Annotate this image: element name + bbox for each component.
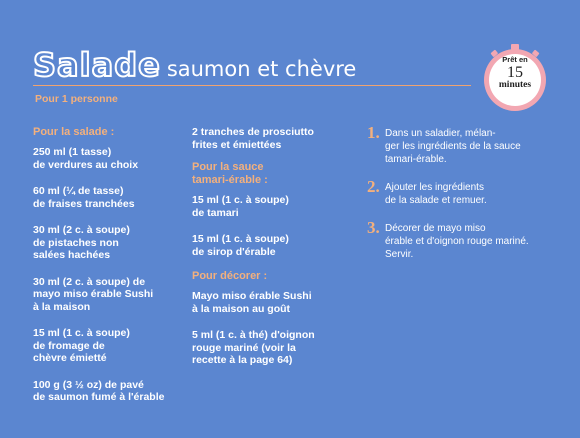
sauce-ingredient: 15 ml (1 c. à soupe) de tamari — [192, 194, 289, 219]
timer-badge — [479, 42, 551, 114]
timer-number: 15 — [507, 63, 523, 81]
recipe-title — [33, 46, 357, 84]
salad-heading: Pour la salade : — [33, 126, 115, 138]
recipe-steps — [367, 123, 547, 275]
recipe-step — [367, 218, 547, 261]
salad-ingredients — [33, 126, 193, 418]
sauce-ingredient: 15 ml (1 c. à soupe) de sirop d'érable — [192, 233, 289, 258]
salad-ingredient: 100 g (3 ½ oz) de pavé de saumon fumé à l'érable — [33, 378, 165, 403]
step-text: Décorer de mayo miso érable et d'oignon rouge mariné. Servir. — [385, 223, 529, 260]
recipe-step — [367, 177, 547, 207]
salad-ingredient: 30 ml (2 c. à soupe) de pistaches non salées hachées — [33, 224, 130, 261]
title-divider — [33, 85, 471, 86]
salad-ingredient: 30 ml (2 c. à soupe) de mayo miso érable Sushi à la maison — [33, 275, 154, 313]
step-text: Dans un saladier, mélan- ger les ingrédients de la sauce tamari-érable. — [385, 128, 521, 165]
timer-label: Prêt en — [502, 55, 528, 64]
decor-heading: Pour décorer : — [192, 270, 268, 282]
salad-ingredient: 60 ml (¼ de tasse) de fraises tranchées — [33, 185, 135, 210]
prosciutto-ingredient: 2 tranches de prosciutto frites et émiettées — [192, 126, 314, 151]
decor-ingredient: Mayo miso érable Sushi à la maison au goût — [192, 290, 312, 315]
decor-ingredient: 5 ml (1 c. à thé) d'oignon rouge mariné (voir la recette à la page 64) — [192, 329, 315, 366]
step-number: 2. — [367, 177, 380, 196]
salad-ingredient: 15 ml (1 c. à soupe) de fromage de chèvre émietté — [33, 327, 130, 364]
sauce-and-decor — [192, 126, 352, 381]
step-number: 3. — [367, 218, 380, 237]
salad-ingredient: 250 ml (1 tasse) de verdures au choix — [33, 146, 139, 171]
timer-unit: minutes — [498, 79, 532, 90]
sauce-heading: Pour la sauce tamari-érable : — [192, 161, 268, 186]
recipe-step — [367, 123, 547, 166]
step-number: 1. — [367, 123, 380, 142]
title-sub: saumon et chèvre — [166, 57, 357, 81]
step-text: Ajouter les ingrédients de la salade et remuer. — [385, 182, 487, 206]
serving-size: Pour 1 personne — [35, 93, 118, 105]
title-main: Salade — [33, 46, 161, 84]
timer-text — [479, 56, 551, 90]
